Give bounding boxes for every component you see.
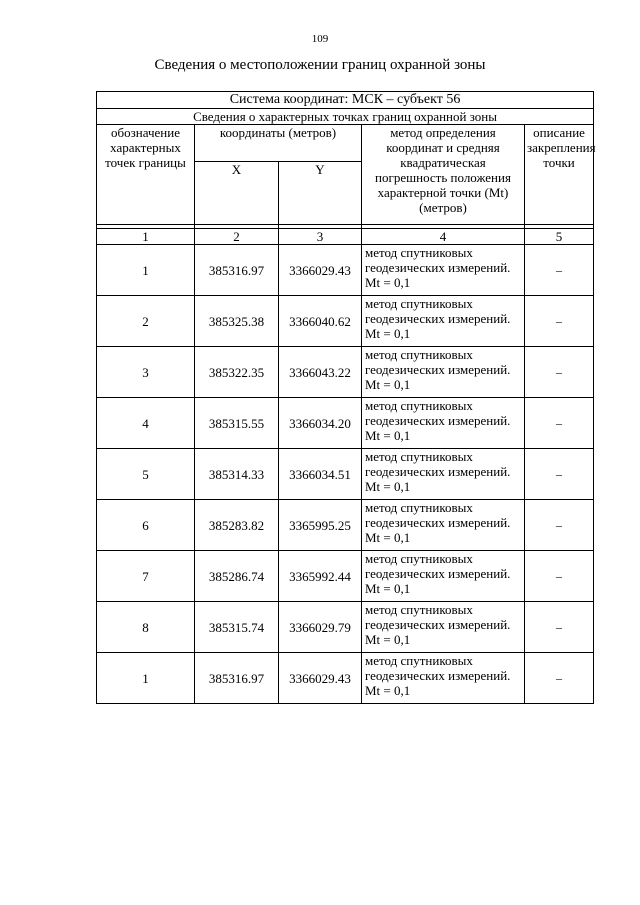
point-id: 2 [97,296,195,347]
description-cell: – [525,602,594,653]
description-cell: – [525,551,594,602]
coord-x: 385316.97 [195,653,279,704]
page-number: 109 [311,33,329,45]
table-row [97,398,594,449]
coord-x: 385322.35 [195,347,279,398]
method-cell: метод спутниковых геодезических измерений. Mt = 0,1 [362,449,525,500]
description-cell: – [525,296,594,347]
point-id: 8 [97,602,195,653]
coord-y: 3365992.44 [279,551,362,602]
method-cell: метод спутниковых геодезических измерений. Mt = 0,1 [362,398,525,449]
method-cell: метод спутниковых геодезических измерений. Mt = 0,1 [362,296,525,347]
coord-x: 385315.55 [195,398,279,449]
method-cell: метод спутниковых геодезических измерений. Mt = 0,1 [362,653,525,704]
coord-y: 3366040.62 [279,296,362,347]
table-row [97,653,594,704]
method-cell: метод спутниковых геодезических измерений. Mt = 0,1 [362,347,525,398]
table-row [97,245,594,296]
table-row [97,449,594,500]
table-row [97,296,594,347]
point-id: 5 [97,449,195,500]
coord-y: 3366029.79 [279,602,362,653]
header-y: Y [279,162,362,225]
coord-x: 385314.33 [195,449,279,500]
coord-y: 3366034.20 [279,398,362,449]
table-row [97,602,594,653]
coord-x: 385283.82 [195,500,279,551]
coordinate-system-header: Система координат: МСК – субъект 56 [97,92,594,109]
description-cell: – [525,500,594,551]
point-id: 4 [97,398,195,449]
column-number: 1 [97,229,195,245]
table-subtitle: Сведения о характерных точках границ охранной зоны [97,109,594,125]
document-title: Сведения о местоположении границ охранной зоны [154,57,486,73]
coord-y: 3366034.51 [279,449,362,500]
coord-y: 3365995.25 [279,500,362,551]
header-x: X [195,162,279,225]
coord-x: 385286.74 [195,551,279,602]
description-cell: – [525,245,594,296]
table-row [97,500,594,551]
boundary-points-table [96,91,594,704]
point-id: 6 [97,500,195,551]
column-number: 5 [525,229,594,245]
method-cell: метод спутниковых геодезических измерений. Mt = 0,1 [362,551,525,602]
column-number-row [97,229,594,245]
coord-x: 385315.74 [195,602,279,653]
table-row [97,551,594,602]
coord-x: 385316.97 [195,245,279,296]
point-id: 3 [97,347,195,398]
description-cell: – [525,398,594,449]
coord-y: 3366029.43 [279,245,362,296]
coord-y: 3366043.22 [279,347,362,398]
coord-x: 385325.38 [195,296,279,347]
column-number: 2 [195,229,279,245]
header-coordinates: координаты (метров) [195,125,362,162]
column-number: 3 [279,229,362,245]
point-id: 1 [97,245,195,296]
point-id: 7 [97,551,195,602]
description-cell: – [525,347,594,398]
method-cell: метод спутниковых геодезических измерений. Mt = 0,1 [362,602,525,653]
header-method: метод определения координат и средняя квадратическая погрешность положения характерной точки (Mt) (метров) [362,125,525,225]
description-cell: – [525,653,594,704]
point-id: 1 [97,653,195,704]
method-cell: метод спутниковых геодезических измерений. Mt = 0,1 [362,245,525,296]
column-number: 4 [362,229,525,245]
coord-y: 3366029.43 [279,653,362,704]
method-cell: метод спутниковых геодезических измерений. Mt = 0,1 [362,500,525,551]
description-cell: – [525,449,594,500]
header-description: описание закрепления точки [525,125,594,225]
table-row [97,347,594,398]
header-designation: обозначение характерных точек границы [97,125,195,225]
